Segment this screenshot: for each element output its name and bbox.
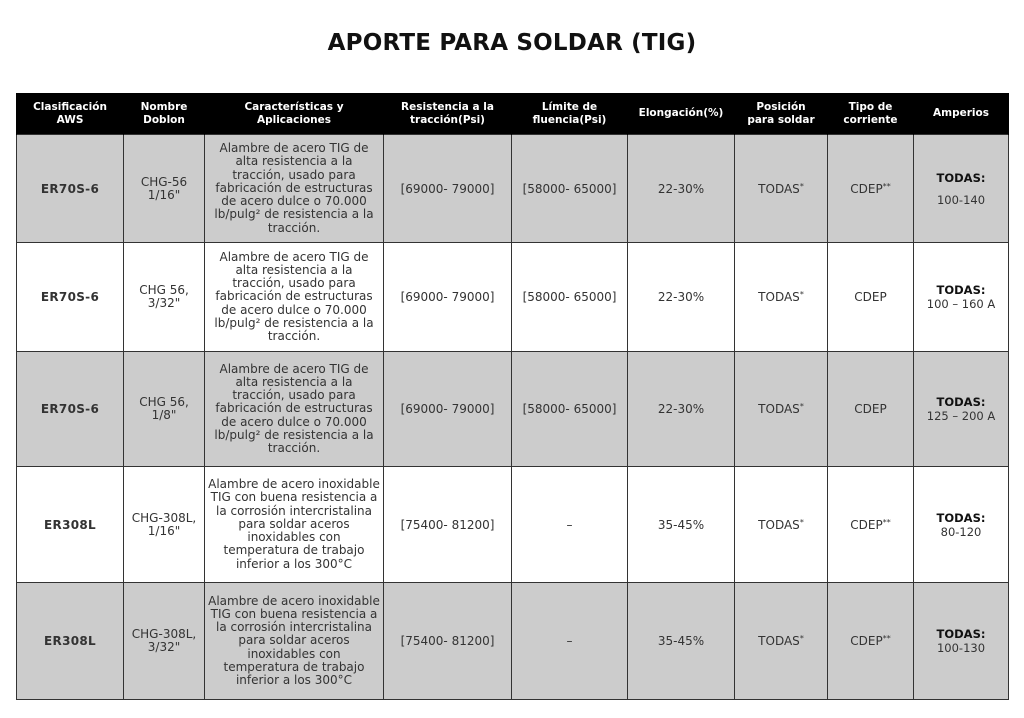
cell-clasificacion	[17, 243, 124, 352]
cell-nombre	[124, 352, 205, 467]
nombre-line: 1/8"	[151, 408, 177, 422]
cell-elongacion	[628, 352, 735, 467]
column-header	[628, 93, 735, 135]
spec-table	[16, 93, 1009, 700]
amperios-label: TODAS:	[936, 170, 986, 185]
cell-descripcion	[205, 135, 384, 243]
clasificacion-value: ER70S-6	[40, 181, 100, 196]
nombre-line: CHG-308L,	[131, 627, 197, 641]
column-header-line: Amperios	[933, 107, 989, 119]
clasificacion-value: ER70S-6	[40, 290, 100, 304]
fluencia-value: [58000- 65000]	[522, 402, 617, 416]
nombre-line: CHG 56,	[139, 395, 189, 409]
column-header-line: Límite de	[541, 100, 598, 113]
nombre-line: CHG 56,	[139, 283, 189, 297]
header-row	[17, 93, 1009, 135]
posicion-footnote-mark: *	[799, 517, 804, 527]
cell-posicion	[735, 583, 828, 700]
elongacion-value: 22-30%	[657, 290, 705, 304]
corriente-value: CDEP	[850, 634, 883, 648]
clasificacion-value: ER70S-6	[40, 402, 100, 416]
table-row	[17, 352, 1009, 467]
corriente-value: CDEP	[850, 181, 883, 196]
cell-elongacion	[628, 135, 735, 243]
column-header-line: Aplicaciones	[256, 113, 332, 126]
cell-resistencia	[384, 352, 512, 467]
cell-fluencia	[512, 583, 628, 700]
column-header	[17, 93, 124, 135]
cell-clasificacion	[17, 135, 124, 243]
cell-fluencia	[512, 352, 628, 467]
posicion-footnote-mark: *	[799, 290, 804, 299]
amperios-label: TODAS:	[936, 283, 986, 297]
descripcion-text: Alambre de acero inoxidable TIG con buena resistencia a la corrosión intercristalina para soldar aceros inoxidables con temperatura de trabajo inferior a los 300°C	[208, 593, 380, 687]
column-header-line: Posición	[756, 100, 806, 113]
amperios-label: TODAS:	[936, 510, 986, 525]
cell-corriente	[828, 467, 914, 583]
posicion-value: TODAS	[758, 402, 800, 416]
cell-corriente	[828, 352, 914, 467]
column-header-line: tracción(Psi)	[410, 113, 485, 126]
cell-descripcion	[205, 243, 384, 352]
descripcion-text: Alambre de acero TIG de alta resistencia a la tracción, usado para fabricación de estructuras de acero dulce o 70.000 lb/pulg² de resistencia a la tracción.	[214, 361, 374, 455]
column-header	[205, 93, 384, 135]
column-header-line: Clasificación	[33, 100, 107, 113]
posicion-value: TODAS	[758, 290, 800, 304]
column-header-line: Tipo de	[848, 100, 893, 113]
amperios-label: TODAS:	[936, 627, 986, 641]
cell-nombre	[124, 583, 205, 700]
cell-resistencia	[384, 583, 512, 700]
cell-clasificacion	[17, 583, 124, 700]
cell-resistencia	[384, 135, 512, 243]
fluencia-value: [58000- 65000]	[522, 181, 617, 196]
fluencia-value: [58000- 65000]	[522, 290, 617, 304]
corriente-footnote-mark: **	[882, 517, 891, 527]
clasificacion-value: ER308L	[44, 517, 96, 532]
nombre-line: 3/32"	[147, 296, 181, 310]
cell-descripcion	[205, 467, 384, 583]
amperios-label: TODAS:	[936, 395, 986, 409]
elongacion-value: 22-30%	[657, 181, 705, 196]
cell-posicion	[735, 135, 828, 243]
cell-fluencia	[512, 135, 628, 243]
cell-corriente	[828, 135, 914, 243]
corriente-footnote-mark: **	[882, 634, 891, 643]
cell-descripcion	[205, 583, 384, 700]
resistencia-value: [69000- 79000]	[400, 181, 495, 196]
column-header-line: AWS	[56, 113, 84, 126]
column-header-line: Elongación(%)	[638, 107, 724, 119]
column-header-line: Características y	[244, 100, 344, 113]
resistencia-value: [75400- 81200]	[400, 517, 495, 532]
amperios-value: 100-130	[936, 641, 986, 655]
cell-nombre	[124, 135, 205, 243]
cell-clasificacion	[17, 467, 124, 583]
column-header	[124, 93, 205, 135]
posicion-value: TODAS	[758, 181, 800, 196]
posicion-footnote-mark: *	[799, 634, 804, 643]
amperios-value: 100 – 160 A	[926, 297, 996, 311]
cell-amperios	[914, 352, 1009, 467]
column-header	[914, 93, 1009, 135]
cell-resistencia	[384, 243, 512, 352]
cell-amperios	[914, 135, 1009, 243]
corriente-value: CDEP	[850, 517, 883, 532]
nombre-line: CHG-308L,	[131, 510, 197, 525]
cell-nombre	[124, 243, 205, 352]
cell-corriente	[828, 583, 914, 700]
column-header	[384, 93, 512, 135]
elongacion-value: 35-45%	[657, 517, 705, 532]
table-row	[17, 135, 1009, 243]
resistencia-value: [69000- 79000]	[400, 290, 495, 304]
descripcion-text: Alambre de acero inoxidable TIG con buena resistencia a la corrosión intercristalina para soldar aceros inoxidables con temperatura de trabajo inferior a los 300°C	[208, 477, 380, 571]
nombre-line: 1/16"	[147, 523, 181, 538]
column-header-line: fluencia(Psi)	[532, 113, 607, 126]
resistencia-value: [75400- 81200]	[400, 634, 495, 648]
amperios-value: 125 – 200 A	[926, 409, 996, 423]
fluencia-value: –	[566, 634, 573, 648]
posicion-value: TODAS	[758, 517, 800, 532]
table-row	[17, 583, 1009, 700]
page-title: APORTE PARA SOLDAR (TIG)	[327, 30, 697, 56]
corriente-value: CDEP	[854, 290, 887, 304]
resistencia-value: [69000- 79000]	[400, 402, 495, 416]
cell-fluencia	[512, 243, 628, 352]
cell-posicion	[735, 352, 828, 467]
table-row	[17, 243, 1009, 352]
column-header-line: Doblon	[143, 113, 185, 126]
corriente-footnote-mark: **	[882, 181, 891, 191]
cell-nombre	[124, 467, 205, 583]
cell-elongacion	[628, 243, 735, 352]
posicion-value: TODAS	[758, 634, 800, 648]
cell-amperios	[914, 467, 1009, 583]
column-header	[735, 93, 828, 135]
table-body	[17, 135, 1009, 700]
posicion-footnote-mark: *	[799, 402, 804, 411]
column-header-line: para soldar	[747, 113, 815, 126]
clasificacion-value: ER308L	[44, 634, 96, 648]
elongacion-value: 22-30%	[657, 402, 705, 416]
cell-elongacion	[628, 467, 735, 583]
cell-descripcion	[205, 352, 384, 467]
nombre-line: 1/16"	[147, 187, 181, 202]
amperios-value: 80-120	[940, 524, 982, 539]
fluencia-value: –	[566, 517, 573, 532]
table-row	[17, 467, 1009, 583]
column-header-line: Resistencia a la	[401, 100, 494, 113]
cell-resistencia	[384, 467, 512, 583]
column-header	[512, 93, 628, 135]
posicion-footnote-mark: *	[799, 181, 804, 191]
cell-amperios	[914, 583, 1009, 700]
cell-clasificacion	[17, 352, 124, 467]
cell-amperios	[914, 243, 1009, 352]
cell-corriente	[828, 243, 914, 352]
elongacion-value: 35-45%	[657, 634, 705, 648]
cell-posicion	[735, 467, 828, 583]
column-header	[828, 93, 914, 135]
descripcion-text: Alambre de acero TIG de alta resistencia a la tracción, usado para fabricación de estructuras de acero dulce o 70.000 lb/pulg² de resistencia a la tracción.	[214, 249, 374, 343]
amperios-value: 100-140	[936, 192, 986, 207]
column-header-line: corriente	[843, 113, 898, 126]
descripcion-text: Alambre de acero TIG de alta resistencia a la tracción, usado para fabricación de estructuras de acero dulce o 70.000 lb/pulg² de resistencia a la tracción.	[214, 141, 374, 235]
nombre-line: CHG-56	[140, 174, 188, 189]
column-header-line: Nombre	[140, 100, 188, 113]
cell-elongacion	[628, 583, 735, 700]
corriente-value: CDEP	[854, 402, 887, 416]
cell-posicion	[735, 243, 828, 352]
nombre-line: 3/32"	[147, 640, 181, 654]
cell-fluencia	[512, 467, 628, 583]
